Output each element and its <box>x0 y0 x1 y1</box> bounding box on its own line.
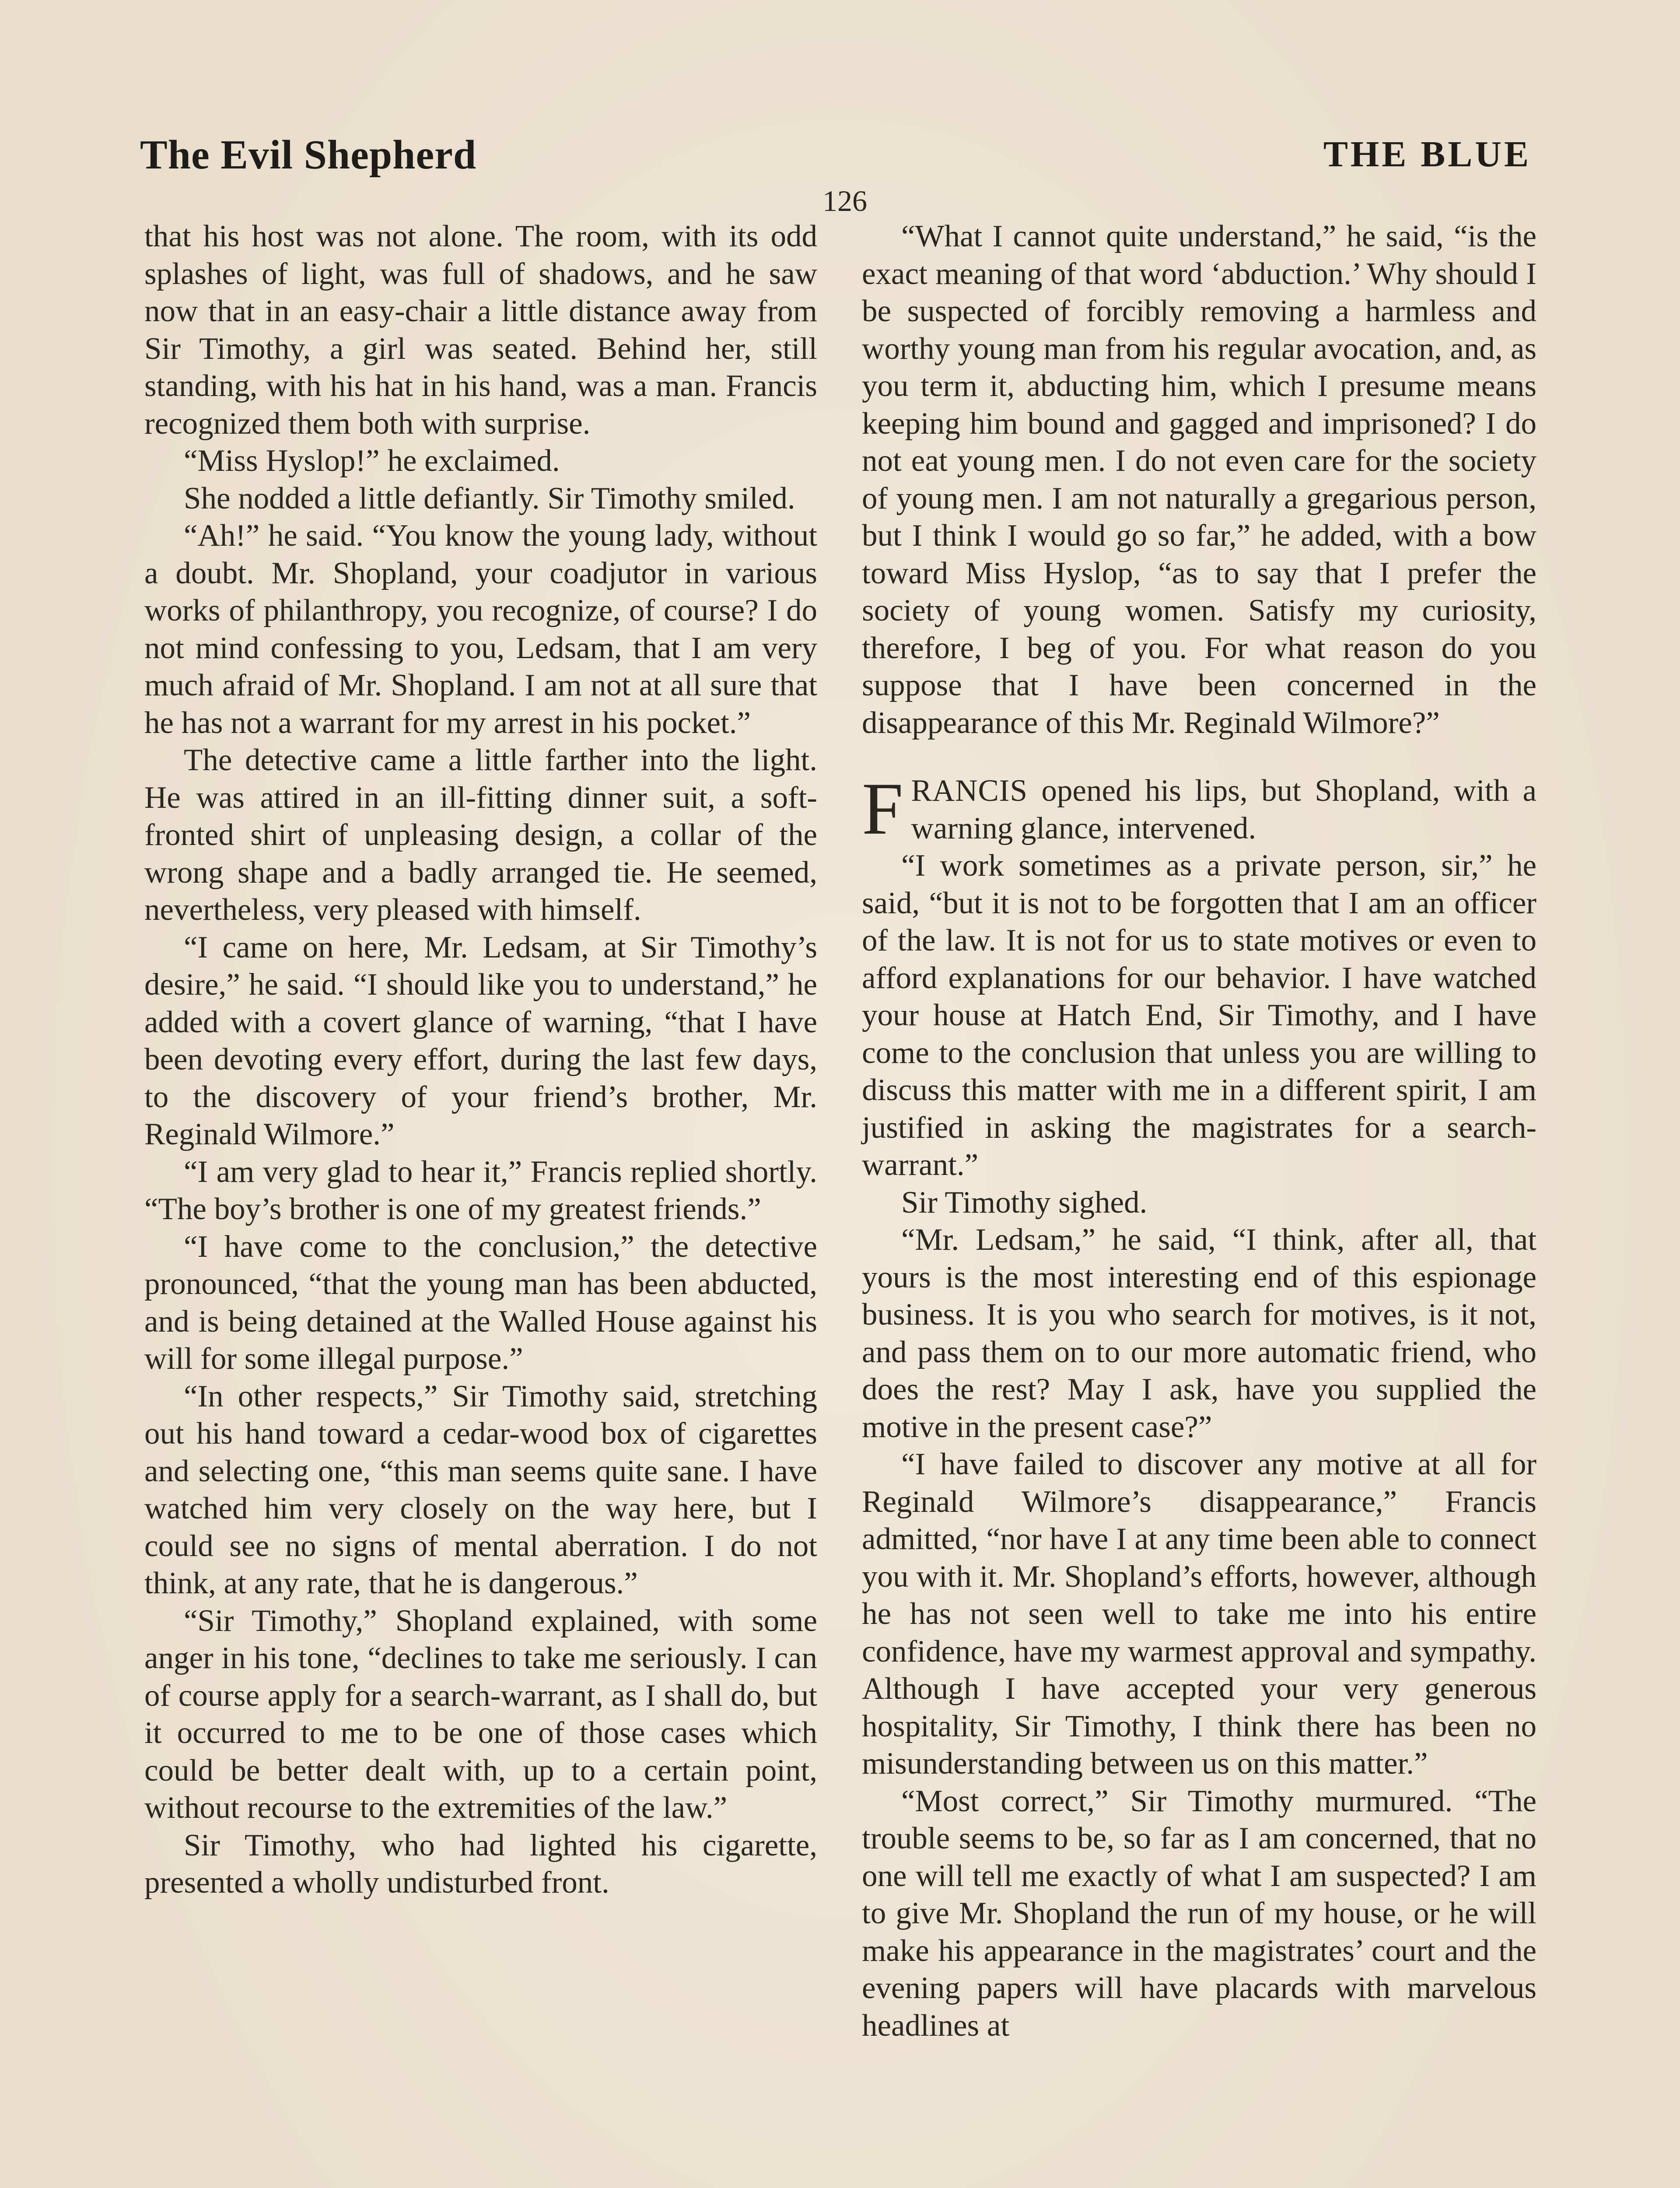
paragraph: The detective came a little farther into the light. He was attired in an ill-fitting dinner suit, a soft-fronted shirt of unpleasing design, a collar of the wrong shape and a badly arranged tie. He seemed, nevertheless, very pleased with himself. <box>144 743 817 927</box>
paragraph: “I came on here, Mr. Ledsam, at Sir Timothy’s desire,” he said. “I should like you to understand,” he added with a covert glance of warning, “that I have been devoting every effort, during the last few days, to the discovery of your friend’s brother, Mr. Reginald Wilmore.” <box>144 930 817 1151</box>
paragraph: “Ah!” he said. “You know the young lady, without a doubt. Mr. Shopland, your coadjutor in various works of philanthropy, you recognize, of course? I do not mind confessing to you, Ledsam, that I am very much afraid of Mr. Shopland. I am not at all sure that he has not a warrant for my arrest in his pocket.” <box>144 519 817 740</box>
paragraph: “I have failed to discover any motive at all for Reginald Wilmore’s disappearance,” Francis admitted, “nor have I at any time been able to connect you with it. Mr. Shopland’s efforts, however, although he has not seen well to take me into his entire confidence, have my warmest approval and sympathy. Although I have accepted your very generous hospitality, Sir Timothy, I think there has been no misunderstanding between us on this matter.” <box>862 1447 1536 1781</box>
dropcap-paragraph <box>862 768 1536 850</box>
paragraph: She nodded a little defiantly. Sir Timothy smiled. <box>184 481 795 515</box>
dropcap-paragraph-text: opened his lips, but Shopland, with a warning glance, intervened. <box>911 774 1536 845</box>
running-header <box>140 127 1531 188</box>
paragraph: “I have come to the conclusion,” the detective pronounced, “that the young man has been abducted, and is being detained at the Walled House against his will for some illegal purpose.” <box>144 1229 817 1376</box>
page-number: 126 <box>822 184 867 217</box>
paragraph: Sir Timothy sighed. <box>901 1185 1148 1220</box>
paragraph: “I work sometimes as a private person, sir,” he said, “but it is not to be forgotten that I am an officer of the law. It is not for us to state motives or even to afford explanations for our behavior. I have watched your house at Hatch End, Sir Timothy, and I have come to the conclusion that unless you are willing to discuss this matter with me in a different spirit, I am justified in asking the magistrates for a search-warrant.” <box>862 849 1536 1182</box>
running-title-left: The Evil Shepherd <box>140 132 477 178</box>
paragraph: “What I cannot quite understand,” he said, “is the exact meaning of that word ‘abduction.’ Why should I be suspected of forcibly removing a harmless and worthy young man from his regular avocation, and, as you term it, abducting him, which I presume means keeping him bound and gagged and imprisoned? I do not eat young men. I do not even care for the society of young men. I am not naturally a gregarious person, but I think I would go so far,” he added, with a bow toward Miss Hyslop, “as to say that I prefer the society of young women. Satisfy my curiosity, therefore, I beg of you. For what reason do you suppose that I have been concerned in the disappearance of this Mr. Reginald Wilmore?” <box>862 219 1536 740</box>
paragraph: Sir Timothy, who had lighted his cigarette, presented a wholly undisturbed front. <box>144 1828 817 1900</box>
dropcap-lead-word: RANCIS <box>911 774 1028 808</box>
right-text-column <box>862 218 1536 2044</box>
running-title-right: THE BLUE <box>1323 134 1531 175</box>
paragraph: that his host was not alone. The room, with its odd splashes of light, was full of shadows, and he saw now that in an easy-chair a little distance away from Sir Timothy, a girl was seated. Behind her, still standing, with his hat in his hand, was a man. Francis recognized them both with surprise. <box>144 219 817 441</box>
drop-cap-letter: F <box>862 768 903 850</box>
paragraph: “Mr. Ledsam,” he said, “I think, after all, that yours is the most interesting end of this espionage business. It is you who search for motives, is it not, and pass them on to our more automatic friend, who does the rest? May I ask, have you supplied the motive in the present case?” <box>862 1223 1536 1444</box>
left-text-column <box>144 218 817 1902</box>
paragraph: “I am very glad to hear it,” Francis replied shortly. “The boy’s brother is one of my greatest friends.” <box>144 1154 817 1226</box>
paragraph: “Sir Timothy,” Shopland explained, with some anger in his tone, “declines to take me seriously. I can of course apply for a search-warrant, as I shall do, but it occurred to me to be one of those cases which could be better dealt with, up to a certain point, without recourse to the extremities of the law.” <box>144 1603 817 1825</box>
paragraph: “Most correct,” Sir Timothy murmured. “The trouble seems to be, so far as I am concerned, that no one will tell me exactly of what I am suspected? I am to give Mr. Shopland the run of my house, or he will make his appearance in the magistrates’ court and the evening papers will have placards with marvelous headlines at <box>862 1784 1536 2043</box>
paragraph: “In other respects,” Sir Timothy said, stretching out his hand toward a cedar-wood box of cigarettes and selecting one, “this man seems quite sane. I have watched him very closely on the way here, but I could see no signs of mental aberration. I do not think, at any rate, that he is dangerous.” <box>144 1379 817 1600</box>
paragraph: “Miss Hyslop!” he exclaimed. <box>184 444 560 478</box>
